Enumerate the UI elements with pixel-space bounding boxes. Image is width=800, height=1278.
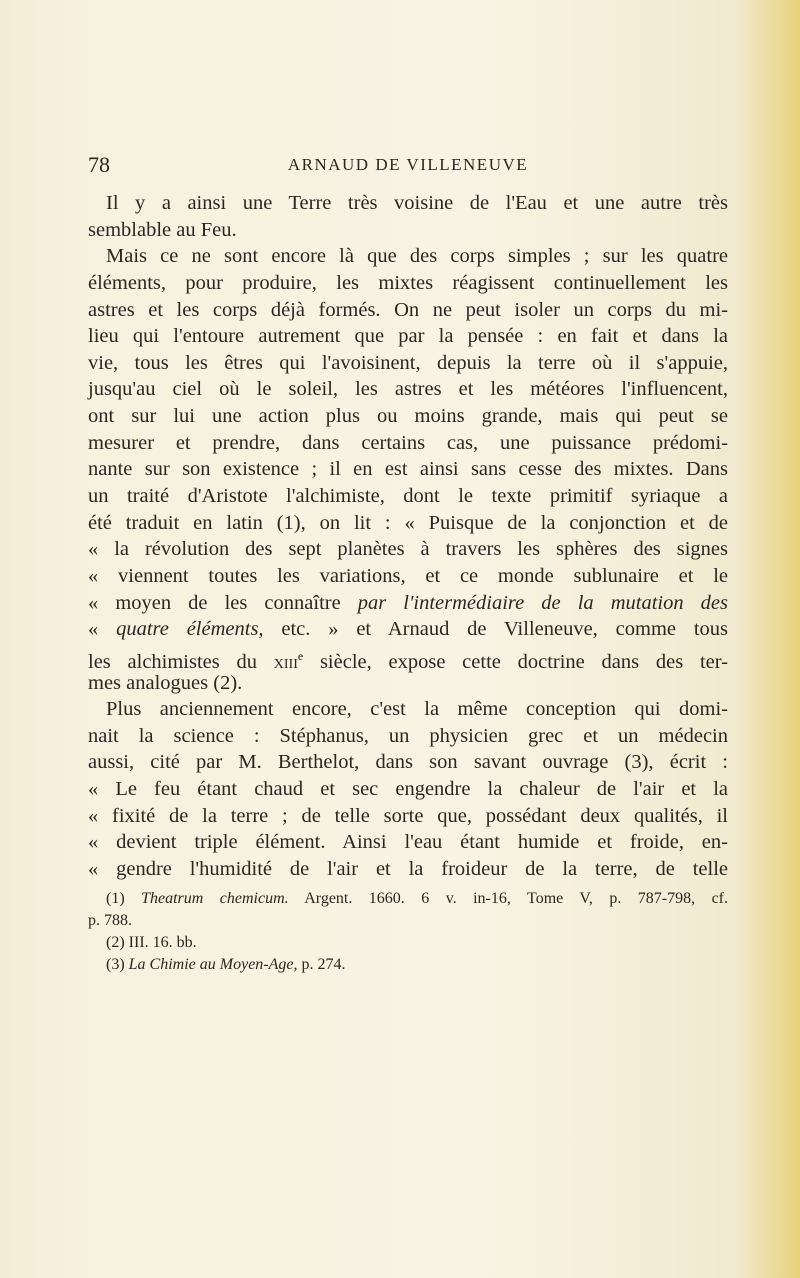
text-line: lieu qui l'entoure autrement que par la pensée : en fait et dans la xyxy=(88,325,728,348)
text-line: « viennent toutes les variations, et ce monde sublunaire et le xyxy=(88,564,728,587)
footnote: (3) La Chimie au Moyen-Age, p. 274. xyxy=(106,956,346,973)
superscript: e xyxy=(297,648,304,663)
footnote-title: Theatrum chemicum. xyxy=(141,890,289,907)
text-line: « Le feu étant chaud et sec engendre la chaleur de l'air et la xyxy=(88,778,728,801)
footnote: p. 788. xyxy=(88,912,132,929)
text-line: ont sur lui une action plus ou moins grande, mais qui peut se xyxy=(88,405,728,428)
footnote: (1) Theatrum chemicum. Argent. 1660. 6 v. in-16, Tome V, p. 787-798, cf. xyxy=(106,890,729,907)
text-line: été traduit en latin (1), on lit : « Puisque de la conjonction et de xyxy=(88,511,728,534)
italic-phrase: quatre éléments, xyxy=(116,618,264,641)
running-title: ARNAUD DE VILLENEUVE xyxy=(287,155,529,174)
footnotes xyxy=(88,888,728,976)
text-line: semblable au Feu. xyxy=(88,218,237,241)
text-line: nante sur son existence ; il en est ainsi sans cesse des mixtes. Dans xyxy=(88,458,728,481)
text-line: aussi, cité par M. Berthelot, dans son savant ouvrage (3), écrit : xyxy=(88,751,728,774)
italic-phrase: par l'intermédiaire de la mutation des xyxy=(357,591,728,614)
text-line: « quatre éléments, etc. » et Arnaud de Villeneuve, comme tous xyxy=(88,618,729,641)
text-line: astres et les corps déjà formés. On ne peut isoler un corps du mi- xyxy=(88,298,728,321)
text-line: Plus anciennement encore, c'est la même conception qui domi- xyxy=(106,698,728,721)
text-line: « devient triple élément. Ainsi l'eau étant humide et froide, en- xyxy=(88,831,728,854)
text-line: Mais ce ne sont encore là que des corps simples ; sur les quatre xyxy=(106,245,728,268)
text-line: Il y a ainsi une Terre très voisine de l'Eau et une autre très xyxy=(106,192,728,214)
century-numeral: xiii xyxy=(273,650,298,673)
text-line: mes analogues (2). xyxy=(88,671,243,694)
text-line: un traité d'Aristote l'alchimiste, dont le texte primitif syriaque a xyxy=(88,485,728,508)
page-number: 78 xyxy=(88,152,110,177)
text-line: « moyen de les connaître par l'intermédiaire de la mutation des xyxy=(88,591,728,614)
text-line: jusqu'au ciel où le soleil, les astres et les météores l'influencent, xyxy=(88,378,728,401)
text-line: mesurer et prendre, dans certains cas, une puissance prédomi- xyxy=(88,431,728,454)
body-text xyxy=(88,190,728,883)
footnote-title: La Chimie au Moyen-Age, xyxy=(128,956,298,973)
text-line: « la révolution des sept planètes à travers les sphères des signes xyxy=(88,538,728,561)
text-line: « gendre l'humidité de l'air et la froideur de la terre, de telle xyxy=(88,858,728,881)
footnote: (2) III. 16. bb. xyxy=(106,934,197,951)
page-header xyxy=(88,152,728,178)
text-line: éléments, pour produire, les mixtes réagissent continuellement les xyxy=(88,271,728,294)
text-line: « fixité de la terre ; de telle sorte que, possédant deux qualités, il xyxy=(88,804,728,827)
text-line: nait la science : Stéphanus, un physicien grec et un médecin xyxy=(88,724,728,747)
text-line: les alchimistes du xiii$^e$ siècle, expose cette doctrine dans des ter- xyxy=(88,648,728,673)
text-line: vie, tous les êtres qui l'avoisinent, depuis la terre où il s'appuie, xyxy=(88,351,728,374)
